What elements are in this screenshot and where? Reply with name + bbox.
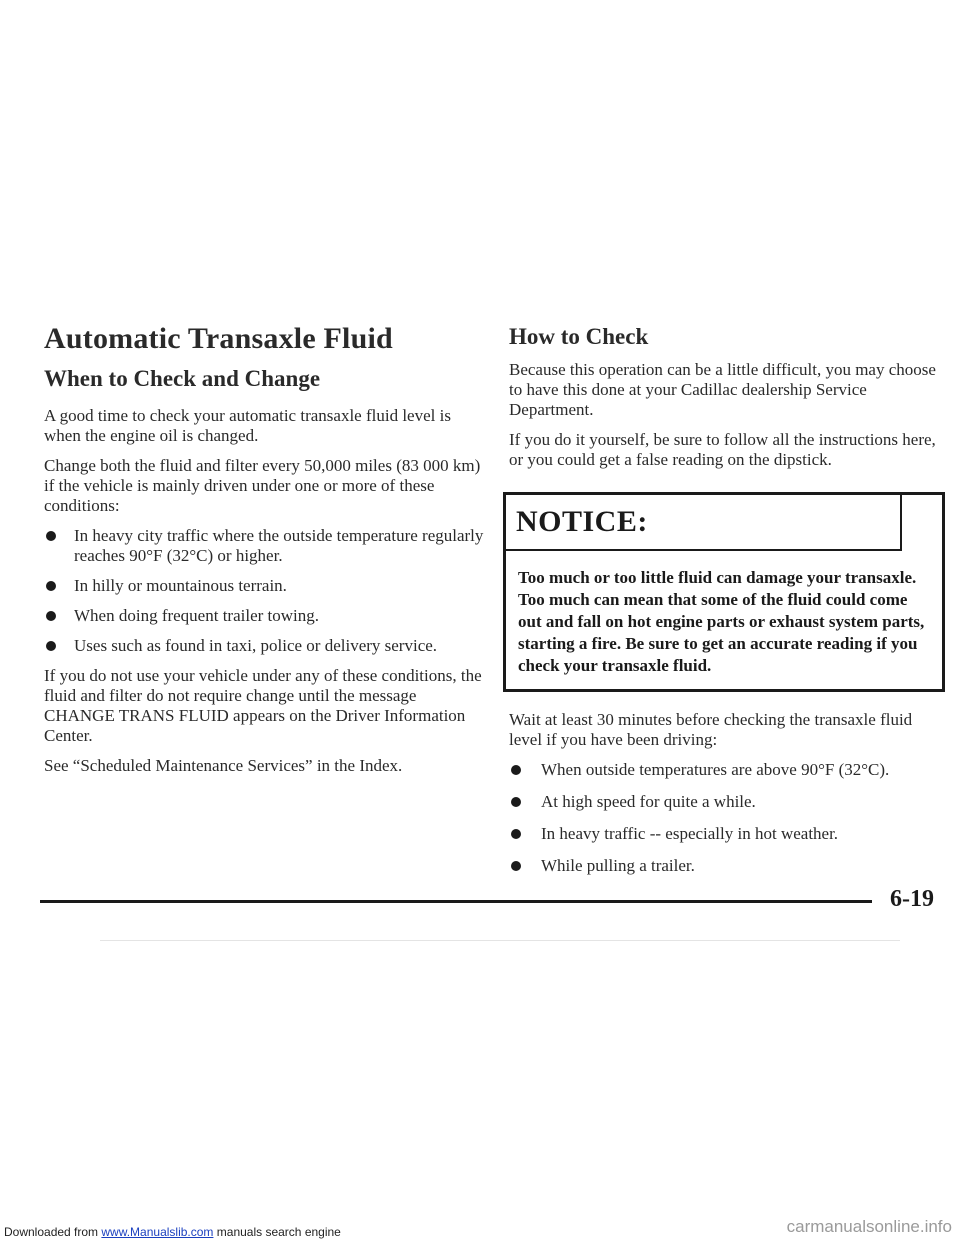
paragraph: Change both the fluid and filter every 50,000 miles (83 000 km) if the vehicle is mainly driven under one or more of these conditions: [44, 456, 481, 515]
footer-rule [40, 900, 872, 903]
watermark-prefix: Downloaded from [4, 1225, 102, 1239]
list-item: In heavy traffic -- especially in hot weather. [509, 824, 939, 844]
bullet-icon [511, 829, 521, 839]
watermark-suffix: manuals search engine [213, 1225, 341, 1239]
notice-heading: NOTICE: [516, 505, 648, 538]
list-item: In hilly or mountainous terrain. [44, 576, 484, 596]
notice-box [503, 492, 945, 692]
bullet-icon [511, 797, 521, 807]
conditions-list [44, 526, 484, 656]
manualslib-link[interactable]: www.Manualslib.com [101, 1225, 214, 1239]
paragraph: A good time to check your automatic transaxle fluid level is when the engine oil is changed. [44, 406, 451, 445]
notice-header [506, 495, 902, 551]
site-watermark: carmanualsonline.info [786, 1217, 952, 1236]
right-column [509, 322, 939, 888]
paragraph: See “Scheduled Maintenance Services” in the Index. [44, 756, 403, 775]
paragraph: If you do it yourself, be sure to follow all the instructions here, or you could get a false reading on the dipstick. [509, 430, 936, 469]
divider [100, 940, 900, 941]
paragraph: Because this operation can be a little difficult, you may choose to have this done at your Cadillac dealership Service Department. [509, 360, 936, 419]
list-item: In heavy city traffic where the outside temperature regularly reaches 90°F (32°C) or higher. [44, 526, 484, 566]
bullet-icon [511, 861, 521, 871]
list-item: When outside temperatures are above 90°F (32°C). [509, 760, 939, 780]
section-title: Automatic Transaxle Fluid [44, 322, 393, 355]
section-title: How to Check [509, 324, 649, 349]
page-number: 6-19 [890, 886, 934, 912]
bullet-icon [46, 531, 56, 541]
list-item: At high speed for quite a while. [509, 792, 939, 812]
notice-body: Too much or too little fluid can damage your transaxle. Too much can mean that some of the fluid could come out and fall on hot engine parts or exhaust system parts, starting a fire. Be sure to get an accurate reading if you check your transaxle fluid. [518, 568, 925, 675]
bullet-icon [511, 765, 521, 775]
list-item: Uses such as found in taxi, police or delivery service. [44, 636, 484, 656]
list-item: When doing frequent trailer towing. [44, 606, 484, 626]
left-column [44, 322, 484, 786]
bullet-icon [46, 611, 56, 621]
list-item: While pulling a trailer. [509, 856, 939, 876]
paragraph: Wait at least 30 minutes before checking the transaxle fluid level if you have been driving: [509, 710, 913, 749]
subsection-title: When to Check and Change [44, 366, 321, 391]
driving-conditions-list [509, 760, 939, 876]
paragraph: If you do not use your vehicle under any of these conditions, the fluid and filter do not require change until the message CHANGE TRANS FLUID appears on the Driver Information Center. [44, 666, 482, 745]
bullet-icon [46, 581, 56, 591]
bullet-icon [46, 641, 56, 651]
